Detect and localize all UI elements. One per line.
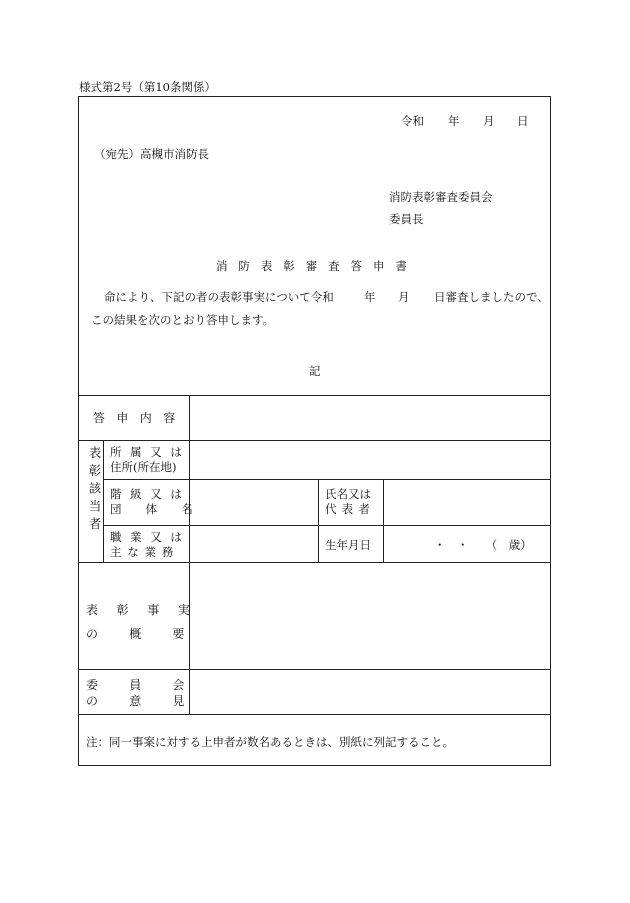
- rank-field[interactable]: [190, 480, 317, 524]
- occupation-label-text2: 主な業務: [110, 545, 179, 559]
- body-line2: この結果を次のとおり答申します。: [91, 313, 275, 327]
- grid-line: [78, 714, 551, 715]
- birthdate-label: 生年月日: [325, 538, 371, 552]
- occupation-label-text1: 職業又は: [110, 530, 191, 544]
- document-title: 消防表彰審査答申書: [216, 259, 418, 273]
- date-era: 令和: [401, 114, 424, 128]
- grid-line: [103, 525, 551, 526]
- committee-chair: 委員長: [389, 212, 424, 226]
- body-line1-b: 日審査しましたので、: [434, 290, 549, 304]
- facts-label-text2: の概要: [86, 627, 216, 641]
- opinion-label-text2: の意見: [86, 694, 216, 708]
- subject-vertical-label: 表彰該当者: [87, 446, 102, 535]
- opinion-field[interactable]: [190, 670, 550, 713]
- report-content-label: 答申内容: [93, 411, 187, 425]
- date-year: 年: [448, 114, 460, 128]
- occupation-field[interactable]: [190, 526, 317, 561]
- grid-line: [318, 479, 319, 562]
- body-line1-year: 年: [364, 290, 376, 304]
- birthdate-value[interactable]: ・ ・ （ 歳）: [434, 538, 532, 552]
- rank-label-text2: 団体名: [110, 502, 217, 516]
- affiliation-field[interactable]: [190, 441, 550, 478]
- grid-line: [103, 440, 104, 562]
- name-label-text2: 代表者: [325, 502, 376, 516]
- report-content-field[interactable]: [190, 396, 550, 439]
- committee-name: 消防表彰審査委員会: [389, 190, 493, 204]
- date-month: 月: [483, 114, 495, 128]
- opinion-label-text1: 委員会: [86, 678, 216, 692]
- name-label-text1: 氏名又は: [325, 487, 371, 501]
- body-line1-a: 命により、下記の者の表彰事実について令和: [104, 290, 334, 304]
- affiliation-label-text2: 住所(所在地): [110, 460, 177, 474]
- facts-field[interactable]: [190, 563, 550, 668]
- name-field[interactable]: [384, 480, 550, 524]
- ki-mark: 記: [309, 364, 321, 378]
- addressee: （宛先）高槻市消防長: [94, 147, 209, 161]
- facts-label-text1: 表彰事実: [86, 603, 209, 617]
- footnote: 注：同一事案に対する上申者が数名あるときは、別紙に列記すること。: [86, 735, 454, 749]
- date-day: 日: [517, 114, 529, 128]
- name-label: [325, 487, 375, 517]
- body-line1-month: 月: [398, 290, 410, 304]
- form-number-label: 様式第2号（第10条関係）: [79, 80, 216, 94]
- rank-label-text1: 階級又は: [110, 487, 191, 501]
- affiliation-label-text1: 所属又は: [110, 445, 191, 459]
- occupation-label: [110, 530, 191, 560]
